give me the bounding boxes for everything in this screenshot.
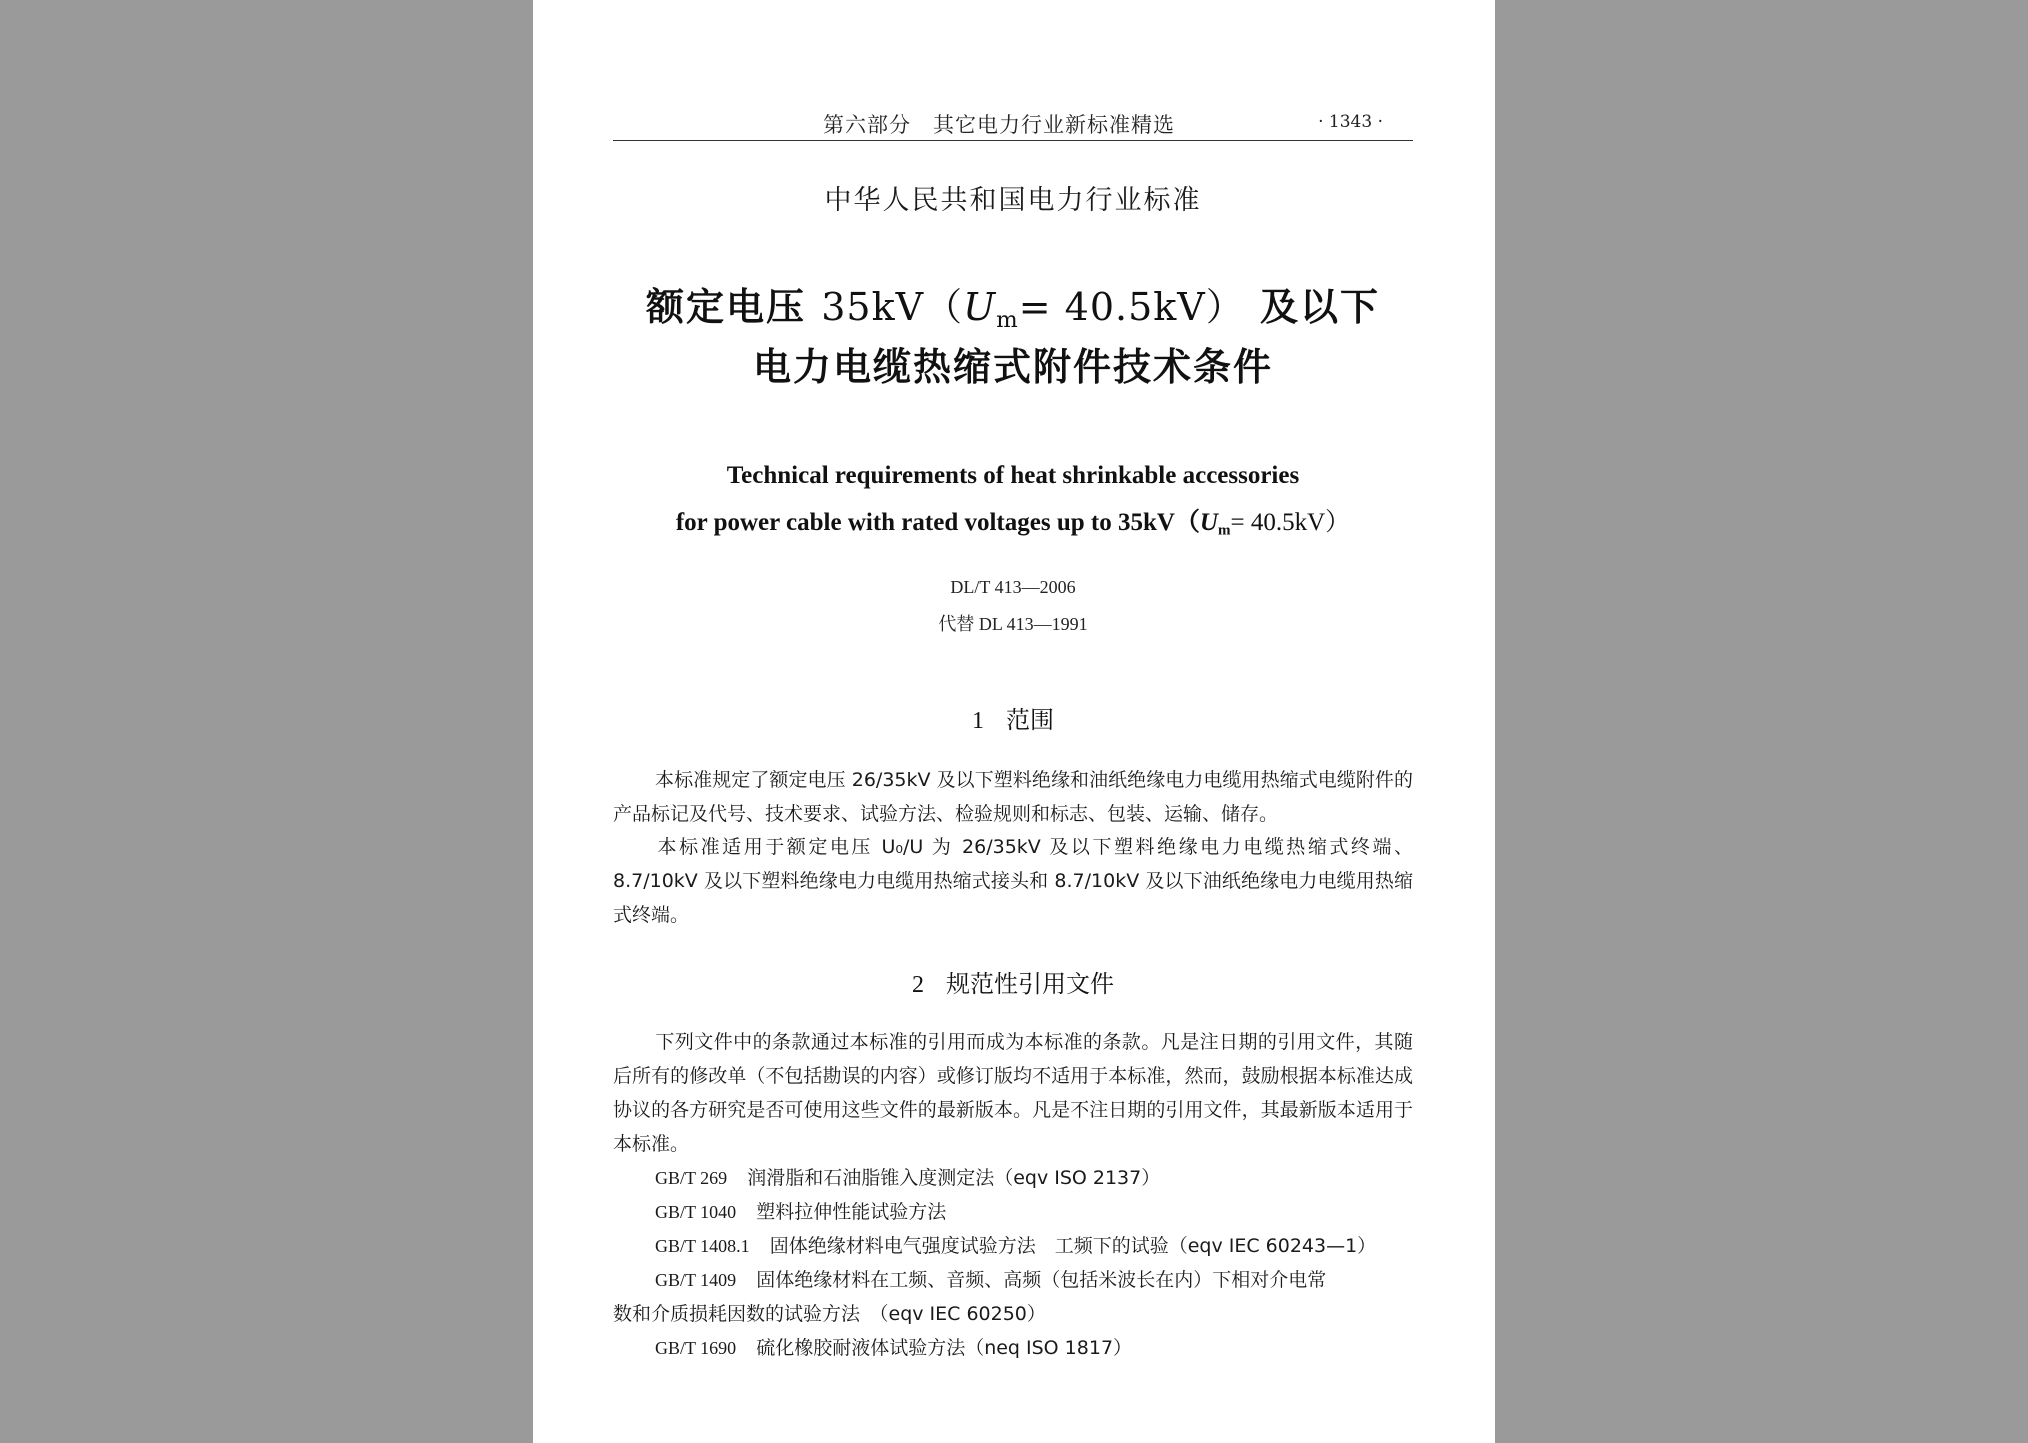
reference-code: GB/T 1409 [655, 1270, 737, 1290]
section-1-title: 范围 [1006, 706, 1054, 734]
reference-title: 润滑脂和石油脂锥入度测定法（eqv ISO 2137） [747, 1167, 1161, 1189]
section-2-intro [613, 1025, 1413, 1161]
title-cn-voltage-value: 35kV（ [821, 285, 964, 329]
title-en-line2 [613, 502, 1413, 540]
reference-code: GB/T 1040 [655, 1202, 737, 1222]
section-1-heading [613, 700, 1413, 735]
reference-code: GB/T 269 [655, 1168, 728, 1188]
doc-number: DL/T 413—2006 [950, 577, 1076, 597]
title-en-suffix: = 40.5kV） [1230, 509, 1351, 536]
standard-organization: 中华人民共和国电力行业标准 [824, 185, 1202, 216]
reference-item [613, 1229, 1413, 1263]
reference-code: GB/T 1408.1 [655, 1236, 750, 1256]
title-en-sub: m [1217, 522, 1231, 539]
doc-replaces-label: 代替 [938, 614, 975, 635]
doc-replaces [613, 610, 1413, 636]
doc-replaces-number: DL 413—1991 [978, 614, 1088, 634]
header-page-number: · 1343 · [1318, 112, 1383, 132]
reference-item [613, 1263, 1413, 1297]
title-en-var: U [1199, 509, 1218, 536]
paragraph-text: 下列文件中的条款通过本标准的引用而成为本标准的条款。凡是注日期的引用文件，其随后所有的修改单（不包括勘误的内容）或修订版均不适用于本标准，然而，鼓励根据本标准达成协议的各方研究是否可使用这些文件的最新版本。凡是不注日期的引用文件，其最新版本适用于本标准。 [613, 1031, 1413, 1155]
title-en-prefix: for power cable with rated voltages up to 35kV（ [675, 509, 1200, 536]
document-page [533, 0, 1495, 1443]
title-cn-sub: m [996, 306, 1019, 333]
reference-item [613, 1161, 1413, 1195]
reference-title: 塑料拉伸性能试验方法 [756, 1201, 947, 1223]
section-2-heading [613, 964, 1413, 999]
title-cn-line1 [613, 276, 1413, 333]
paragraph-text: 本标准规定了额定电压 26/35kV 及以下塑料绝缘和油纸绝缘电力电缆用热缩式电缆附件的产品标记及代号、技术要求、试验方法、检验规则和标志、包装、运输、储存。 [613, 769, 1413, 825]
section-1-paragraph-1 [613, 763, 1413, 831]
title-cn-line2: 电力电缆热缩式附件技术条件 [752, 345, 1273, 389]
section-1-number: 1 [972, 708, 984, 734]
reference-item [613, 1195, 1413, 1229]
reference-title: 固体绝缘材料在工频、音频、高频（包括米波长在内）下相对介电常 [756, 1269, 1327, 1291]
section-2-title: 规范性引用文件 [946, 970, 1114, 998]
title-cn-suffix: 及以下 [1259, 285, 1380, 329]
title-cn-var: U [963, 285, 997, 329]
reference-item-continuation: 数和介质损耗因数的试验方法 （eqv IEC 60250） [613, 1303, 1046, 1325]
header-section-title: 第六部分 其它电力行业新标准精选 [823, 113, 1175, 137]
title-cn-voltage [821, 285, 1245, 333]
reference-list [613, 1161, 1413, 1365]
running-header [613, 106, 1413, 141]
paragraph-text: 本标准适用于额定电压 U₀/U 为 26/35kV 及以下塑料绝缘电力电缆热缩式终端、8.7/10kV 及以下塑料绝缘电力电缆用热缩式接头和 8.7/10kV 及以下油纸绝缘电力电缆用热缩式终端。 [613, 836, 1413, 926]
section-2-number: 2 [912, 972, 924, 998]
title-cn-prefix: 额定电压 [646, 285, 807, 329]
reference-code: GB/T 1690 [655, 1338, 737, 1358]
reference-title: 硫化橡胶耐液体试验方法（neq ISO 1817） [756, 1337, 1133, 1359]
title-cn-um-value: = 40.5kV） [1018, 285, 1245, 329]
title-en-line1: Technical requirements of heat shrinkable accessories [726, 462, 1300, 489]
section-1-paragraph-2 [613, 830, 1413, 932]
reference-item [613, 1331, 1413, 1365]
reference-title: 固体绝缘材料电气强度试验方法 工频下的试验（eqv IEC 60243—1） [769, 1235, 1377, 1257]
